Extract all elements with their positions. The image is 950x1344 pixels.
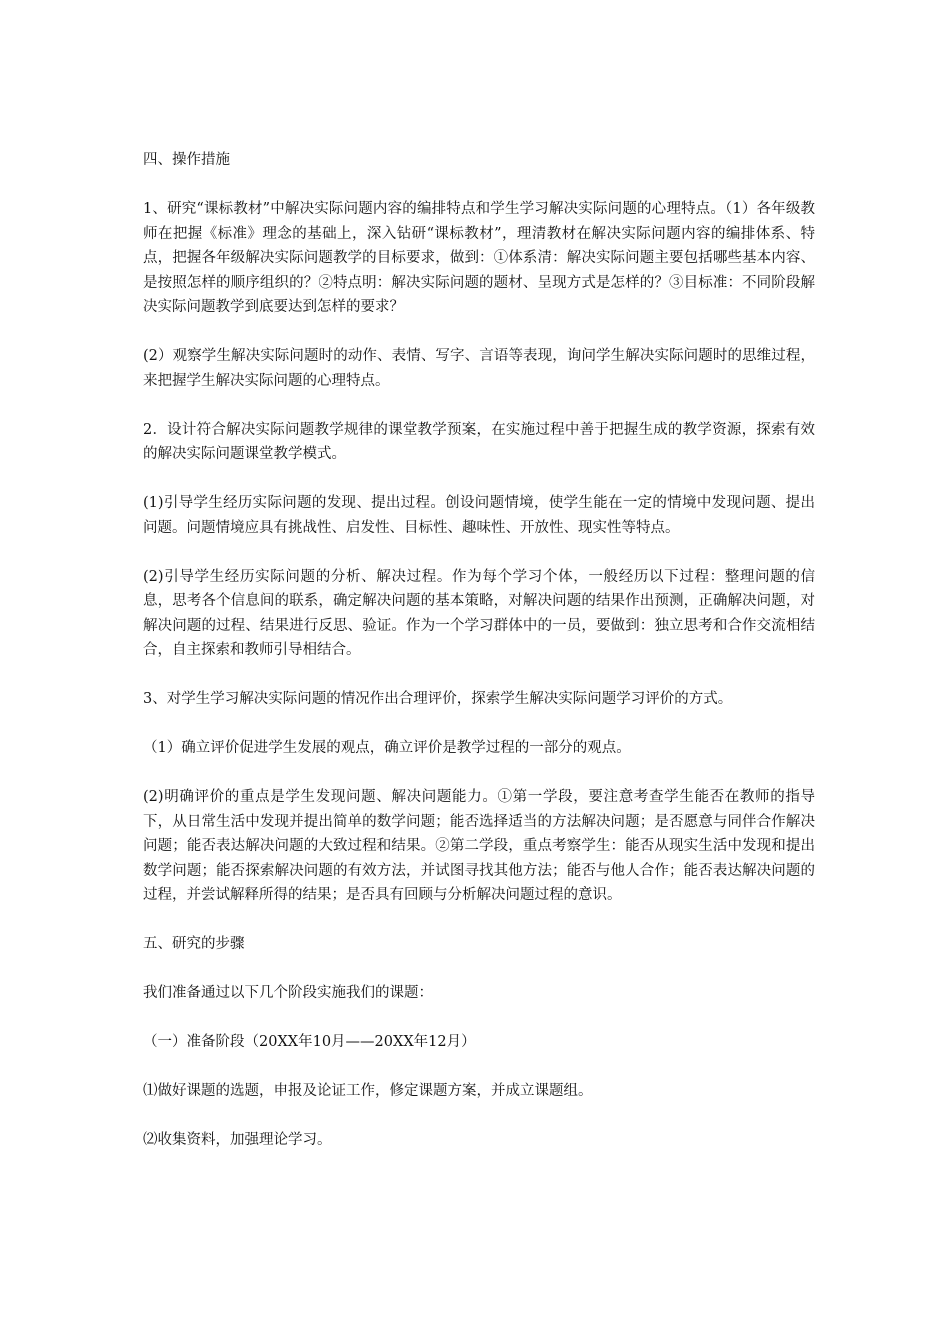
paragraph-evaluation-focus: (2)明确评价的重点是学生发现问题、解决问题能力。①第一学段，要注意考查学生能否在教师的指导下，从日常生活中发现并提出简单的数学问题；能否选择适当的方法解决问题；是否愿意与同伴合作解决问题；能否表达解决问题的大致过程和结果。②第二学段，重点考察学生：能否从现实生活中发现和提出数学问题；能否探索解决问题的有效方法，并试图寻找其他方法；能否与他人合作；能否表达解决问题的过程，并尝试解释所得的结果；是否具有回顾与分析解决问题过程的意识。 — [143, 789, 815, 903]
paragraph-evaluation-viewpoint: （1）确立评价促进学生发展的观点，确立评价是教学过程的一部分的观点。 — [143, 740, 631, 756]
paragraph-research-textbook: 1、研究“课标教材”中解决实际问题内容的编排特点和学生学习解决实际问题的心理特点。（1）各年级教师在把握《标准》理念的基础上，深入钻研“课标教材”，理清教材在解决实际问题内容的编排体系、特点，把握各年级解决实际问题教学的目标要求，做到：①体系清：解决实际问题主要包括哪些基本内容、是按照怎样的顺序组织的？②特点明：解决实际问题的题材、呈现方式是怎样的？③目标准：不同阶段解决实际问题教学到底要达到怎样的要求？ — [143, 201, 815, 315]
paragraph-design-lesson-plan: 2．设计符合解决实际问题教学规律的课堂教学预案，在实施过程中善于把握生成的教学资源，探索有效的解决实际问题课堂教学模式。 — [143, 421, 815, 462]
paragraph-guide-discovery: (1)引导学生经历实际问题的发现、提出过程。创设问题情境，使学生能在一定的情境中发现问题、提出问题。问题情境应具有挑战性、启发性、目标性、趣味性、开放性、现实性等特点。 — [143, 495, 815, 536]
document-page — [143, 148, 815, 1177]
paragraph-evaluation: 3、对学生学习解决实际问题的情况作出合理评价，探索学生解决实际问题学习评价的方式。 — [143, 691, 733, 707]
list-item-topic-selection: ⑴做好课题的选题，申报及论证工作，修定课题方案，并成立课题组。 — [143, 1083, 593, 1099]
paragraph-stages-intro: 我们准备通过以下几个阶段实施我们的课题： — [143, 985, 433, 1001]
section-heading-operation-measures: 四、操作措施 — [143, 152, 230, 168]
list-item-collect-materials: ⑵收集资料，加强理论学习。 — [143, 1132, 332, 1148]
paragraph-observe-students: (2）观察学生解决实际问题时的动作、表情、写字、言语等表现，询问学生解决实际问题时的思维过程，来把握学生解决实际问题的心理特点。 — [143, 348, 815, 389]
paragraph-preparation-stage: （一）准备阶段（20XX年10月——20XX年12月） — [143, 1034, 476, 1050]
section-heading-research-steps: 五、研究的步骤 — [143, 936, 245, 952]
paragraph-guide-analysis: (2)引导学生经历实际问题的分析、解决过程。作为每个学习个体，一般经历以下过程：整理问题的信息，思考各个信息间的联系，确定解决问题的基本策略，对解决问题的结果作出预测，正确解决问题，对解决问题的过程、结果进行反思、验证。作为一个学习群体中的一员，要做到：独立思考和合作交流相结合，自主探索和教师引导相结合。 — [143, 568, 815, 658]
